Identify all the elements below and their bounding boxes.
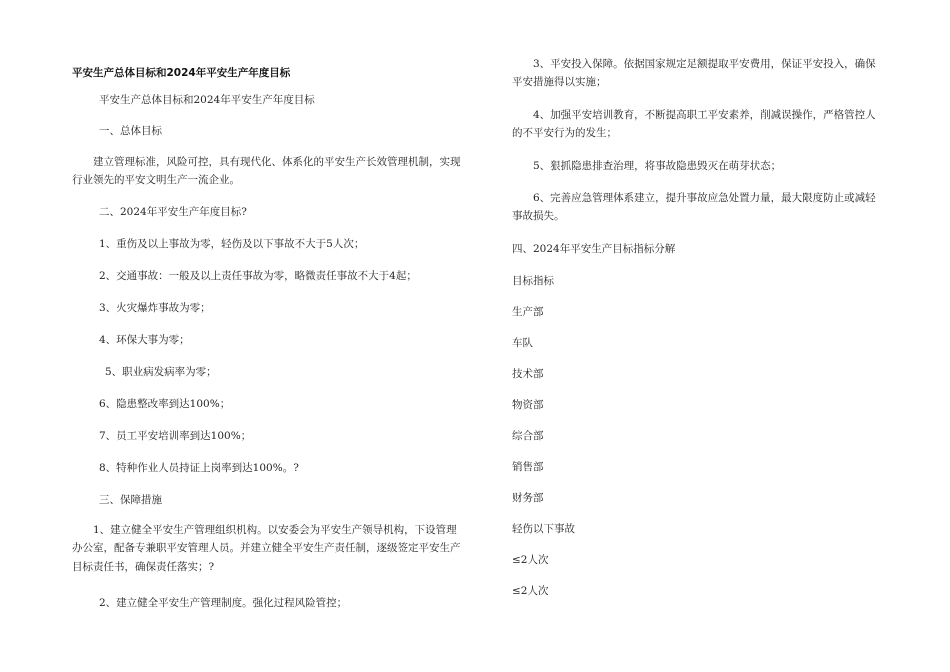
breakdown-value-2: ≤2人次 (512, 585, 549, 597)
breakdown-row-sales: 销售部 (512, 461, 544, 473)
breakdown-row-production: 生产部 (512, 306, 544, 318)
annual-goal-item-1: 1、重伤及以上事故为零，轻伤及以下事故不大于5人次； (99, 238, 365, 250)
annual-goal-item-5: 5、职业病发病率为零； (105, 366, 217, 378)
safeguard-item-2: 2、建立健全平安生产管理制度。强化过程风险管控； (99, 597, 348, 609)
safeguard-item-3: 3、平安投入保障。依据国家规定足额提取平安费用，保证平安投入，确保平安措施得以实施； (512, 58, 876, 89)
breakdown-row-materials: 物资部 (512, 399, 544, 411)
section-heading-annual-goal: 二、2024年平安生产年度目标? (99, 206, 247, 218)
subtitle: 平安生产总体目标和2024年平安生产年度目标 (99, 94, 315, 106)
annual-goal-item-3: 3、火灾爆炸事故为零； (99, 302, 211, 314)
section-heading-overall-goal: 一、总体目标 (99, 125, 162, 137)
section-heading-safeguards: 三、保障措施 (99, 494, 162, 506)
annual-goal-item-8: 8、特种作业人员持证上岗率到达100%。? (99, 462, 299, 474)
safeguard-item-6: 6、完善应急管理体系建立，提升事故应急处置力量，最大限度防止或减轻事故损失。 (512, 192, 876, 223)
breakdown-row-technical: 技术部 (512, 368, 544, 380)
breakdown-value-1: ≤2人次 (512, 554, 549, 566)
breakdown-row-fleet: 车队 (512, 337, 533, 349)
section-heading-breakdown: 四、2024年平安生产目标指标分解 (512, 243, 676, 255)
breakdown-row-general: 综合部 (512, 430, 544, 442)
overall-goal-paragraph: 建立管理标准，风险可控，具有现代化、体系化的平安生产长效管理机制，实现行业领先的平安文明生产一流企业。 (72, 156, 461, 187)
annual-goal-item-7: 7、员工平安培训率到达100%； (99, 430, 252, 442)
safeguard-item-1: 1、建立健全平安生产管理组织机构。以安委会为平安生产领导机构，下设管理办公室，配备专兼职平安管理人员。并建立健全平安生产责任制，逐级签定平安生产目标责任书，确保责任落实；? (72, 524, 461, 573)
safeguard-item-5: 5、狠抓隐患排查治理，将事故隐患毁灭在萌芽状态； (533, 160, 782, 172)
breakdown-row-finance: 财务部 (512, 492, 544, 504)
annual-goal-item-2: 2、交通事故：一般及以上责任事故为零，略微责任事故不大于4起； (99, 270, 417, 282)
annual-goal-item-4: 4、环保大事为零； (99, 334, 190, 346)
breakdown-row-minor-injury: 轻伤以下事故 (512, 523, 575, 535)
annual-goal-item-6: 6、隐患整改率到达100%； (99, 398, 231, 410)
document-title: 平安生产总体目标和2024年平安生产年度目标 (72, 67, 291, 79)
safeguard-item-4: 4、加强平安培训教育，不断提高职工平安素养，削减误操作，严格管控人的不平安行为的发生； (512, 109, 876, 140)
breakdown-row-target: 目标指标 (512, 275, 554, 287)
